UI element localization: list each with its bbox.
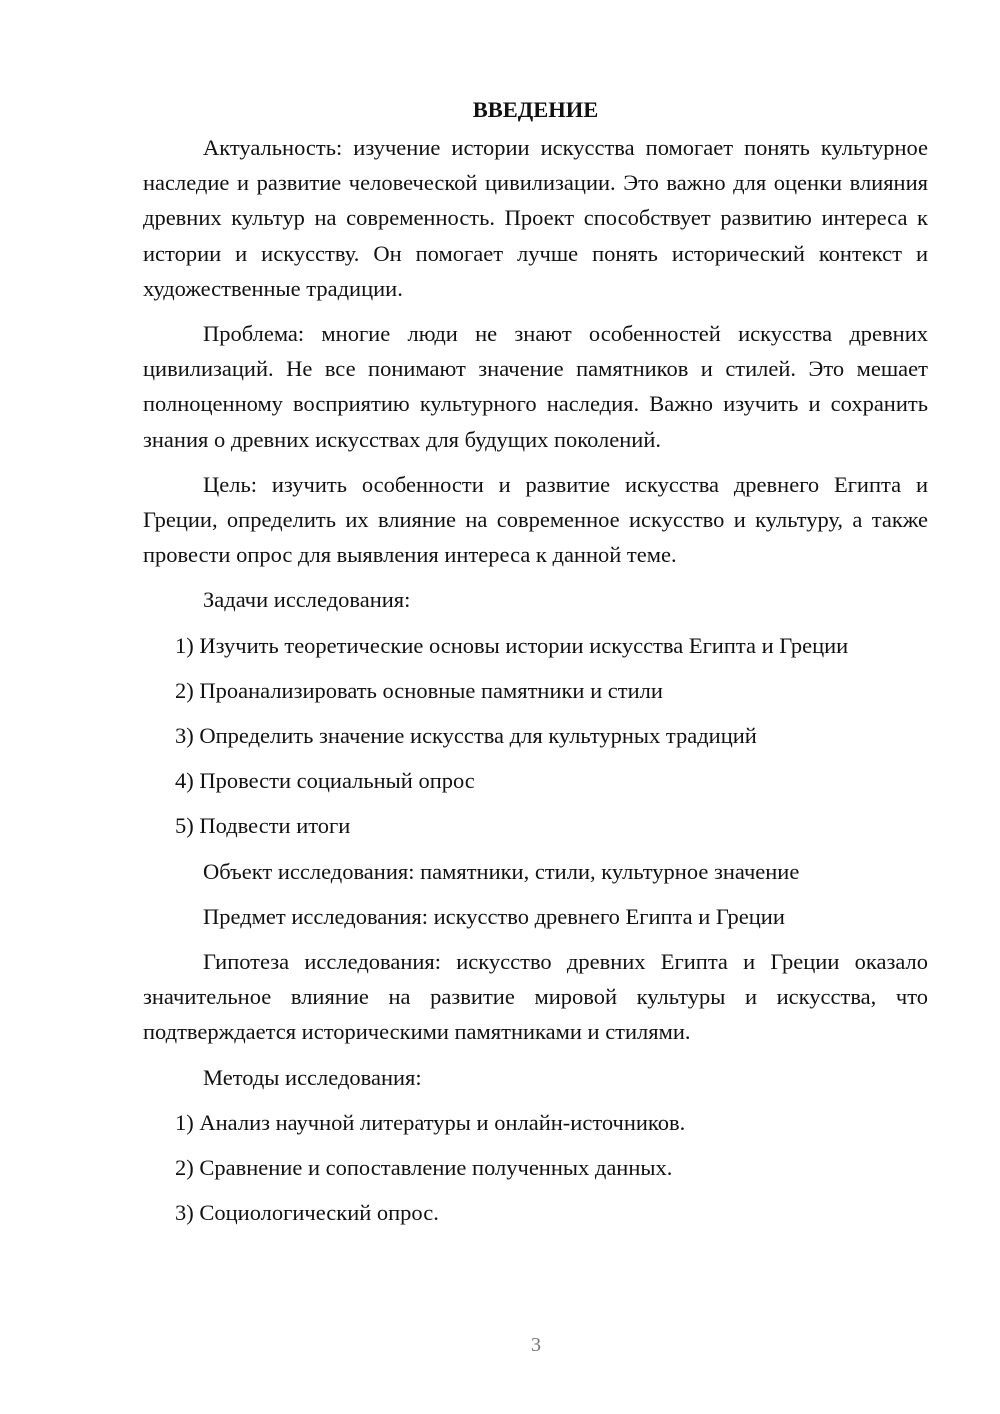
methods-list [143,1105,928,1231]
task-item: 1) Изучить теоретические основы истории искусства Египта и Греции [175,632,849,658]
method-item: 2) Сравнение и сопоставление полученных данных. [175,1155,673,1181]
task-item: 4) Провести социальный опрос [175,768,475,794]
task-item: 2) Проанализировать основные памятники и стили [175,677,663,703]
subject-paragraph: Предмет исследования: искусство древнего Египта и Греции [203,903,785,929]
task-item: 5) Подвести итоги [175,813,351,839]
goal-paragraph: Цель: изучить особенности и развитие искусства древнего Египта и Греции, определить их влияние на современное искусство и культуру, а также провести опрос для выявления интереса к данной теме. [143,471,928,568]
relevance-paragraph: Актуальность: изучение истории искусства помогает понять культурное наследие и развитие человеческой цивилизации. Это важно для оценки влияния древних культур на современность. Проект способствует развитию интереса к истории и искусству. Он помогает лучше понять исторический контекст и художественные традиции. [143,135,928,301]
document-page [143,92,928,1240]
method-item: 1) Анализ научной литературы и онлайн-источников. [175,1109,686,1135]
problem-paragraph: Проблема: многие люди не знают особенностей искусства древних цивилизаций. Не все понимают значение памятников и стилей. Это мешает полноценному восприятию культурного наследия. Важно изучить и сохранить знания о древних искусствах для будущих поколений. [143,321,928,452]
hypothesis-paragraph: Гипотеза исследования: искусство древних Египта и Греции оказало значительное влияние на развитие мировой культуры и искусства, что подтверждается историческими памятниками и стилями. [143,949,928,1045]
methods-heading: Методы исследования: [203,1064,422,1090]
task-item: 3) Определить значение искусства для культурных традиций [175,723,757,749]
tasks-heading: Задачи исследования: [203,587,411,613]
section-title: ВВЕДЕНИЕ [472,97,599,122]
page-number: 3 [531,1334,541,1356]
method-item: 3) Социологический опрос. [175,1200,439,1226]
tasks-list [143,628,928,844]
object-paragraph: Объект исследования: памятники, стили, культурное значение [203,858,800,884]
